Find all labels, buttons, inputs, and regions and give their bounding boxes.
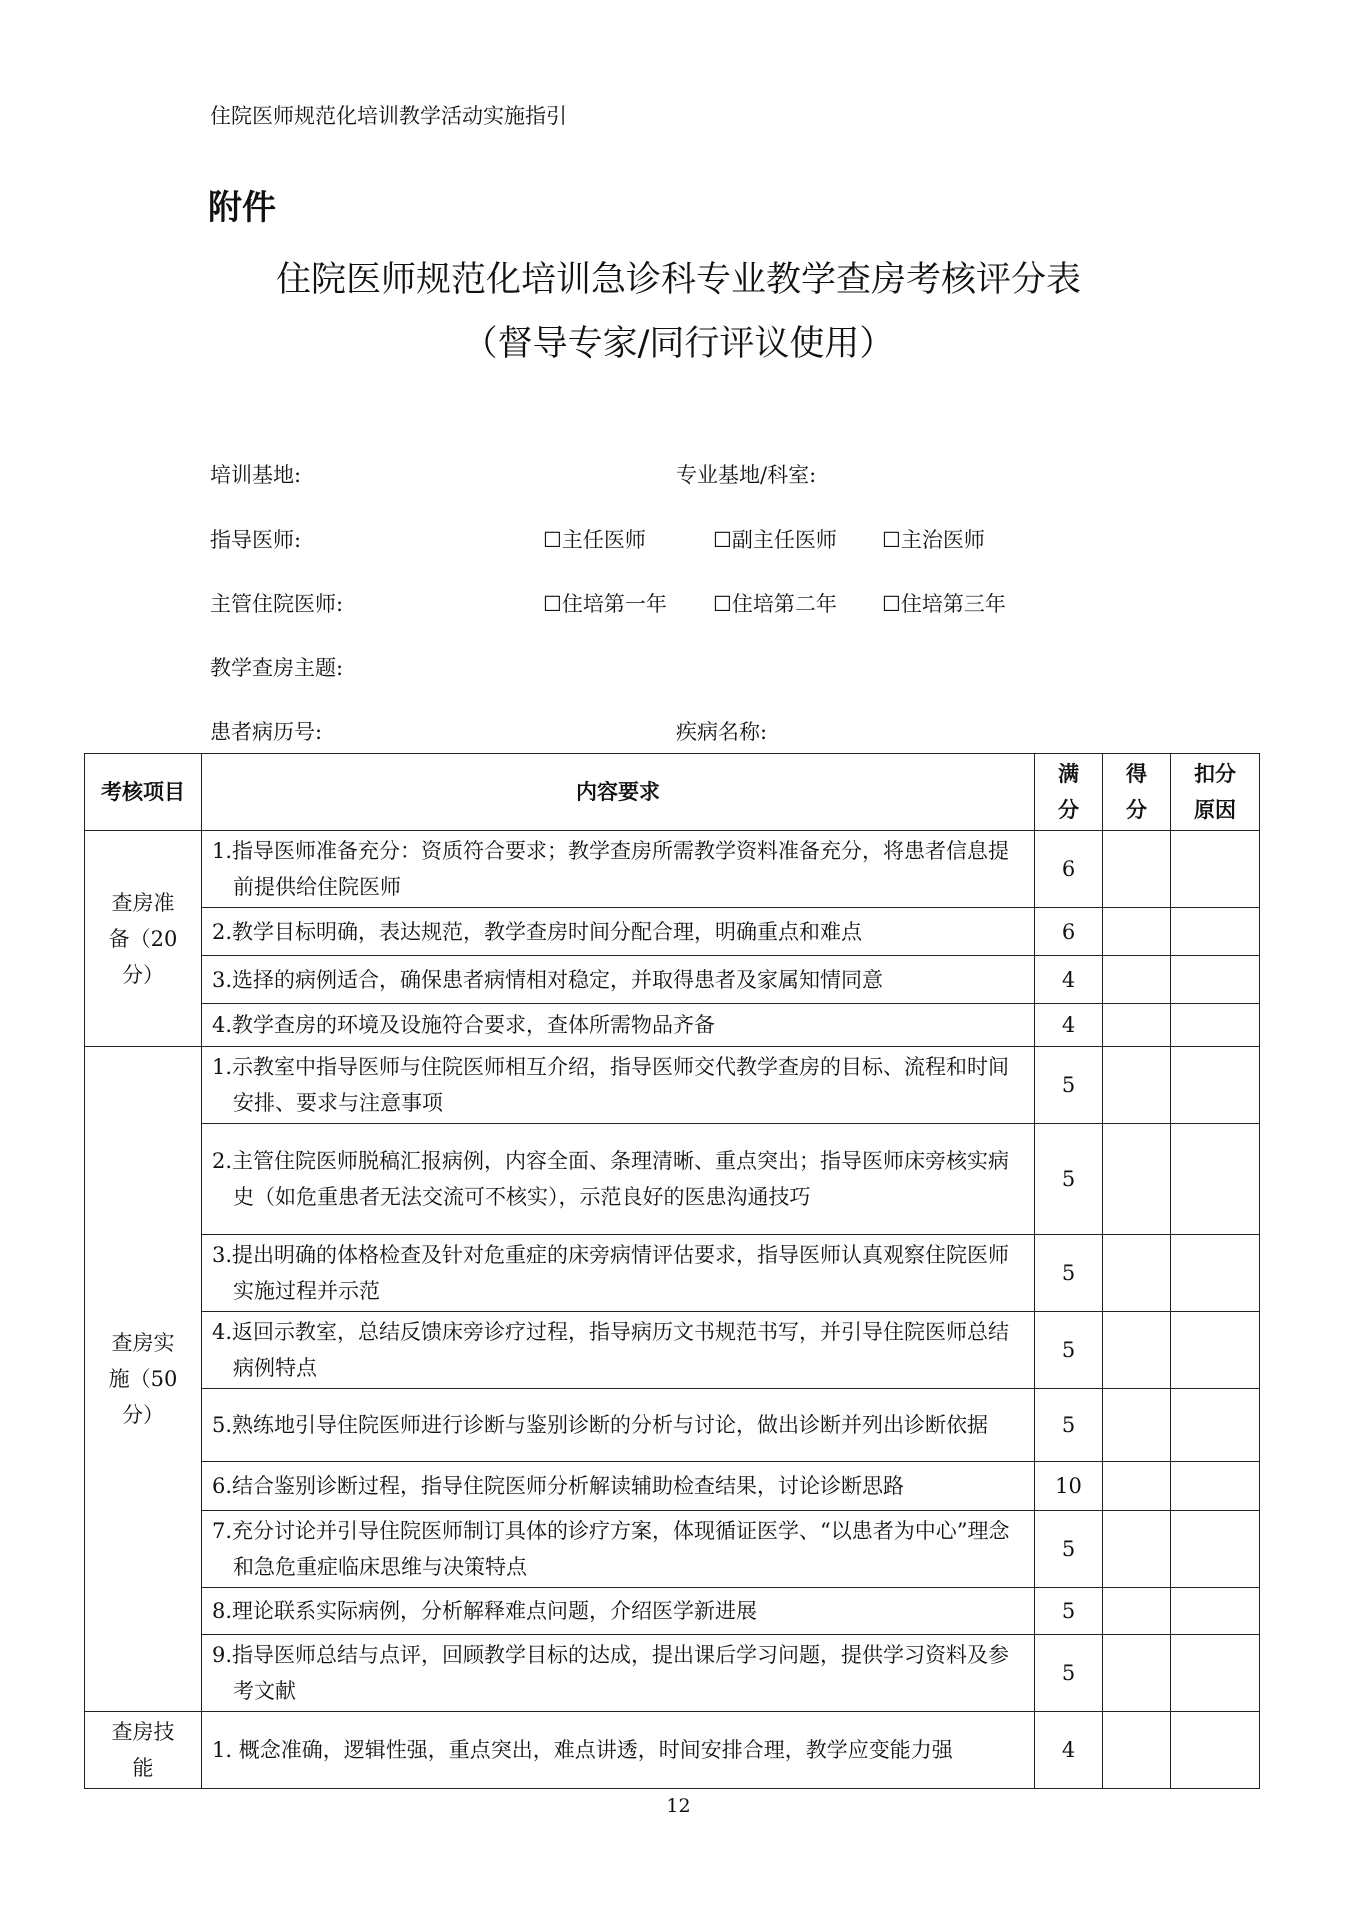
deduction-reason-cell[interactable] xyxy=(1171,1047,1260,1124)
full-score: 5 xyxy=(1035,1235,1103,1312)
deduction-reason-cell[interactable] xyxy=(1171,1462,1260,1511)
requirement-text: 2.主管住院医师脱稿汇报病例，内容全面、条理清晰、重点突出；指导医师床旁核实病史（如危重患者无法交流可不核实），示范良好的医患沟通技巧 xyxy=(202,1124,1035,1235)
deduction-reason-cell[interactable] xyxy=(1171,1588,1260,1635)
requirement-text: 6.结合鉴别诊断过程，指导住院医师分析解读辅助检查结果，讨论诊断思路 xyxy=(202,1462,1035,1511)
table-row xyxy=(85,1635,1260,1712)
requirement-text: 1. 概念准确，逻辑性强，重点突出，难点讲透，时间安排合理，教学应变能力强 xyxy=(202,1712,1035,1789)
requirement-text: 5.熟练地引导住院医师进行诊断与鉴别诊断的分析与讨论，做出诊断并列出诊断依据 xyxy=(202,1389,1035,1462)
requirement-text: 8.理论联系实际病例，分析解释难点问题，介绍医学新进展 xyxy=(202,1588,1035,1635)
score-input-cell[interactable] xyxy=(1103,1047,1171,1124)
deduction-reason-cell[interactable] xyxy=(1171,1511,1260,1588)
record-number-label: 患者病历号: xyxy=(210,720,323,744)
table-row xyxy=(85,1047,1260,1124)
deduction-reason-cell[interactable] xyxy=(1171,1004,1260,1047)
score-input-cell[interactable] xyxy=(1103,1462,1171,1511)
score-input-cell[interactable] xyxy=(1103,1635,1171,1712)
table-row xyxy=(85,1235,1260,1312)
table-row xyxy=(85,1389,1260,1462)
checkbox-year-1[interactable]: ☐住培第一年 xyxy=(543,592,667,616)
requirement-text: 3.提出明确的体格检查及针对危重症的床旁病情评估要求，指导医师认真观察住院医师实施过程并示范 xyxy=(202,1235,1035,1312)
full-score: 5 xyxy=(1035,1635,1103,1712)
section-name: 查房准备（20分） xyxy=(85,831,202,1047)
annex-label: 附件 xyxy=(208,188,276,228)
table-row xyxy=(85,1004,1260,1047)
header-deduction-reason: 扣分原因 xyxy=(1171,754,1260,831)
full-score: 6 xyxy=(1035,831,1103,908)
requirement-text: 4.教学查房的环境及设施符合要求，查体所需物品齐备 xyxy=(202,1004,1035,1047)
full-score: 5 xyxy=(1035,1588,1103,1635)
requirement-text: 2.教学目标明确，表达规范，教学查房时间分配合理，明确重点和难点 xyxy=(202,908,1035,956)
header-item: 考核项目 xyxy=(85,754,202,831)
table-header-row xyxy=(85,754,1260,831)
full-score: 5 xyxy=(1035,1389,1103,1462)
deduction-reason-cell[interactable] xyxy=(1171,908,1260,956)
checkbox-chief-physician[interactable]: ☐主任医师 xyxy=(543,528,646,552)
table-row xyxy=(85,1124,1260,1235)
deduction-reason-cell[interactable] xyxy=(1171,956,1260,1004)
table-row xyxy=(85,831,1260,908)
score-input-cell[interactable] xyxy=(1103,1235,1171,1312)
score-input-cell[interactable] xyxy=(1103,1511,1171,1588)
score-input-cell[interactable] xyxy=(1103,1712,1171,1789)
table-row xyxy=(85,956,1260,1004)
evaluation-table xyxy=(84,753,1260,1789)
header-score: 得分 xyxy=(1103,754,1171,831)
resident-label: 主管住院医师: xyxy=(210,592,344,616)
deduction-reason-cell[interactable] xyxy=(1171,1389,1260,1462)
full-score: 6 xyxy=(1035,908,1103,956)
full-score: 10 xyxy=(1035,1462,1103,1511)
checkbox-attending-physician[interactable]: ☐主治医师 xyxy=(882,528,985,552)
disease-name-label: 疾病名称: xyxy=(676,720,768,744)
requirement-text: 7.充分讨论并引导住院医师制订具体的诊疗方案，体现循证医学、“以患者为中心”理念和急危重症临床思维与决策特点 xyxy=(202,1511,1035,1588)
deduction-reason-cell[interactable] xyxy=(1171,1635,1260,1712)
full-score: 4 xyxy=(1035,1712,1103,1789)
score-input-cell[interactable] xyxy=(1103,1124,1171,1235)
score-input-cell[interactable] xyxy=(1103,1389,1171,1462)
department-label: 专业基地/科室: xyxy=(676,463,817,487)
header-full-score: 满分 xyxy=(1035,754,1103,831)
full-score: 5 xyxy=(1035,1511,1103,1588)
deduction-reason-cell[interactable] xyxy=(1171,1712,1260,1789)
full-score: 5 xyxy=(1035,1047,1103,1124)
requirement-text: 1.示教室中指导医师与住院医师相互介绍，指导医师交代教学查房的目标、流程和时间安排、要求与注意事项 xyxy=(202,1047,1035,1124)
training-base-label: 培训基地: xyxy=(210,463,302,487)
table-row xyxy=(85,1462,1260,1511)
requirement-text: 1.指导医师准备充分：资质符合要求；教学查房所需教学资料准备充分，将患者信息提前提供给住院医师 xyxy=(202,831,1035,908)
section-name: 查房实施（50分） xyxy=(85,1047,202,1712)
header-content: 内容要求 xyxy=(202,754,1035,831)
full-score: 4 xyxy=(1035,956,1103,1004)
checkbox-year-3[interactable]: ☐住培第三年 xyxy=(882,592,1006,616)
deduction-reason-cell[interactable] xyxy=(1171,831,1260,908)
score-input-cell[interactable] xyxy=(1103,1588,1171,1635)
full-score: 5 xyxy=(1035,1124,1103,1235)
full-score: 4 xyxy=(1035,1004,1103,1047)
running-header: 住院医师规范化培训教学活动实施指引 xyxy=(210,104,567,128)
deduction-reason-cell[interactable] xyxy=(1171,1235,1260,1312)
section-name: 查房技能 xyxy=(85,1712,202,1789)
full-score: 5 xyxy=(1035,1312,1103,1389)
score-input-cell[interactable] xyxy=(1103,908,1171,956)
form-subtitle: （督导专家/同行评议使用） xyxy=(462,324,895,364)
score-input-cell[interactable] xyxy=(1103,1004,1171,1047)
score-input-cell[interactable] xyxy=(1103,1312,1171,1389)
form-title: 住院医师规范化培训急诊科专业教学查房考核评分表 xyxy=(275,260,1081,300)
table-row xyxy=(85,1712,1260,1789)
requirement-text: 9.指导医师总结与点评，回顾教学目标的达成，提出课后学习问题，提供学习资料及参考文献 xyxy=(202,1635,1035,1712)
score-input-cell[interactable] xyxy=(1103,956,1171,1004)
table-row xyxy=(85,1588,1260,1635)
instructor-label: 指导医师: xyxy=(210,528,302,552)
topic-label: 教学查房主题: xyxy=(210,656,344,680)
deduction-reason-cell[interactable] xyxy=(1171,1124,1260,1235)
requirement-text: 3.选择的病例适合，确保患者病情相对稳定，并取得患者及家属知情同意 xyxy=(202,956,1035,1004)
page-number: 12 xyxy=(666,1795,691,1817)
table-row xyxy=(85,908,1260,956)
checkbox-associate-chief-physician[interactable]: ☐副主任医师 xyxy=(713,528,837,552)
deduction-reason-cell[interactable] xyxy=(1171,1312,1260,1389)
table-row xyxy=(85,1312,1260,1389)
requirement-text: 4.返回示教室，总结反馈床旁诊疗过程，指导病历文书规范书写，并引导住院医师总结病例特点 xyxy=(202,1312,1035,1389)
checkbox-year-2[interactable]: ☐住培第二年 xyxy=(713,592,837,616)
score-input-cell[interactable] xyxy=(1103,831,1171,908)
table-row xyxy=(85,1511,1260,1588)
